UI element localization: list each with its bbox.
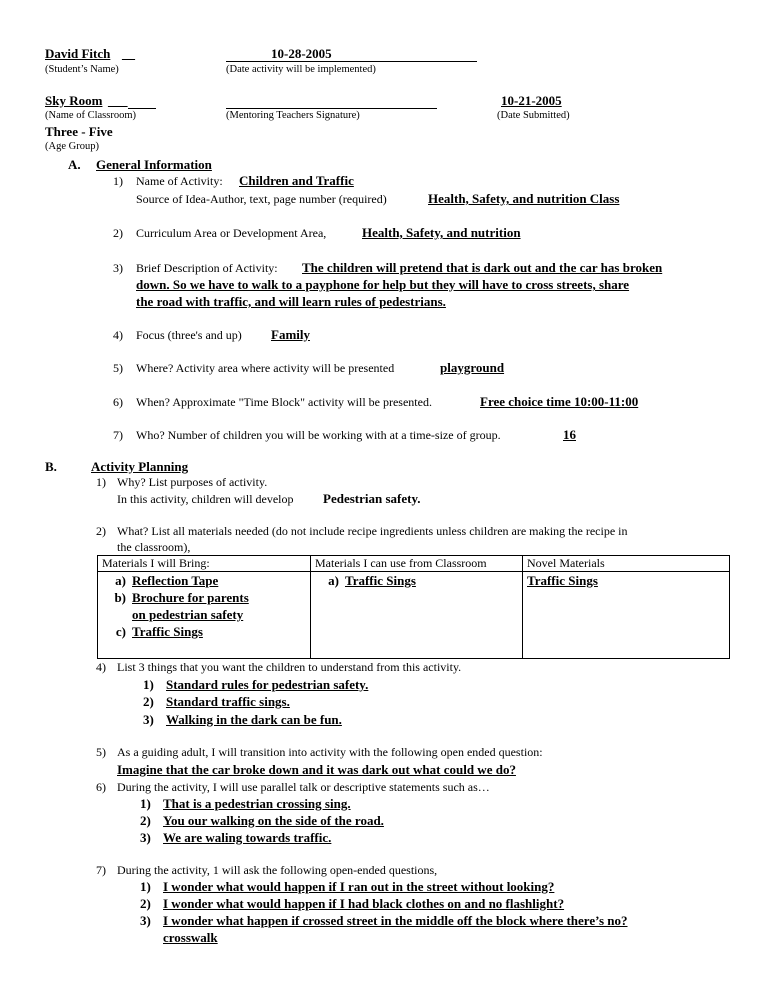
classroom-label: (Name of Classroom) [45,110,136,121]
understand-answer-2: Standard traffic sings. [166,694,290,709]
open-question-1: I wonder what would happen if I ran out in the street without looking? [163,879,555,894]
implementation-date: 10-28-2005 [271,46,332,61]
description-line-1: The children will pretend that is dark out and the car has broken [302,260,663,275]
signature-line [226,108,437,109]
classroom-name: Sky Room [45,93,103,108]
when-value: Free choice time 10:00-11:00 [480,394,639,409]
item-number: 7) [96,863,106,877]
materials-bring-cell [98,572,311,659]
classroom-name-underline: ___ [108,93,128,108]
description-label: Brief Description of Activity: [136,261,278,275]
student-name-underline: __ [122,46,135,61]
activity-name-value: Children and Traffic [239,173,354,188]
item-number: 4) [113,328,123,342]
student-name: David Fitch [45,46,111,61]
item-number: 7) [113,428,123,442]
item-number: 1) [113,174,123,188]
what-label: What? List all materials needed (do not include recipe ingredients unless children are making the recipe in [117,524,628,538]
materials-classroom-header: Materials I can use from Classroom [311,556,523,572]
classroom-line [128,108,156,109]
why-label: Why? List purposes of activity. [117,475,268,489]
parallel-talk-answer-3: We are waling towards traffic. [163,830,332,845]
section-b-letter: B. [45,459,57,474]
section-a-title: General Information [96,157,212,172]
materials-header-row [98,556,730,572]
materials-body-row [98,572,730,659]
student-name-label: (Student’s Name) [45,64,119,75]
activity-name-label: Name of Activity: [136,174,223,188]
item-number: 5) [96,745,106,759]
when-label: When? Approximate "Time Block" activity will be presented. [136,395,432,409]
submitted-date-label: (Date Submitted) [497,110,570,121]
answer-number: 3) [140,830,151,845]
item-number: 2) [113,226,123,240]
source-value: Health, Safety, and nutrition Class [428,191,620,206]
section-a-letter: A. [68,157,81,172]
materials-novel-header: Novel Materials [523,556,730,572]
curriculum-area-value: Health, Safety, and nutrition [362,225,521,240]
implementation-date-line [226,61,477,62]
description-line-2: down. So we have to walk to a payphone for help but they will have to cross streets, share [136,277,630,292]
item-number: 1) [96,475,106,489]
materials-novel-cell [523,572,730,659]
understand-answer-3: Walking in the dark can be fun. [166,712,342,727]
age-group-label: (Age Group) [45,141,99,152]
material-item-continued: on pedestrian safety [132,607,244,622]
item-number: 3) [113,261,123,275]
focus-value: Family [271,327,310,342]
answer-number: 1) [140,796,151,811]
submitted-date: 10-21-2005 [501,93,562,108]
signature-label: (Mentoring Teachers Signature) [226,110,360,121]
material-item: c) Traffic Sings [115,624,203,639]
item-number: 4) [96,660,106,674]
materials-table [97,555,730,659]
parallel-talk-answer-1: That is a pedestrian crossing sing. [163,796,351,811]
material-item: a) Reflection Tape [115,573,219,588]
material-item: a) Traffic Sings [328,573,416,588]
item-number: 5) [113,361,123,375]
material-item: b) Brochure for parents [114,590,249,605]
item-number: 2) [96,524,106,538]
answer-number: 1) [143,677,154,692]
open-question-3: I wonder what happen if crossed street in the middle off the block where there’s no? [163,913,628,928]
item-number: 6) [113,395,123,409]
transition-answer: Imagine that the car broke down and it was dark out what could we do? [117,762,516,777]
materials-bring-header: Materials I will Bring: [98,556,311,572]
answer-number: 2) [143,694,154,709]
curriculum-area-label: Curriculum Area or Development Area, [136,226,327,240]
source-label: Source of Idea-Author, text, page number (required) [136,192,387,206]
where-label: Where? Activity area where activity will be presented [136,361,395,375]
section-b-title: Activity Planning [91,459,189,474]
answer-number: 2) [140,813,151,828]
material-item: Traffic Sings [527,573,598,588]
who-label: Who? Number of children you will be working with at a time-size of group. [136,428,501,442]
transition-label: As a guiding adult, I will transition into activity with the following open ended question: [117,745,543,759]
focus-label: Focus (three's and up) [136,328,242,342]
parallel-talk-label: During the activity, I will use parallel talk or descriptive statements such as… [117,780,490,794]
answer-number: 2) [140,896,151,911]
why-value: Pedestrian safety. [323,491,421,506]
understand-answer-1: Standard rules for pedestrian safety. [166,677,369,692]
materials-classroom-cell [311,572,523,659]
description-line-3: the road with traffic, and will learn rules of pedestrians. [136,294,446,309]
understand-label: List 3 things that you want the children to understand from this activity. [117,660,462,674]
who-value: 16 [563,427,576,442]
implementation-date-label: (Date activity will be implemented) [226,64,376,75]
why-line-2: In this activity, children will develop [117,492,294,506]
answer-number: 3) [140,913,151,928]
where-value: playground [440,360,505,375]
item-number: 6) [96,780,106,794]
age-group: Three - Five [45,124,113,139]
open-question-3-continued: crosswalk [163,930,218,945]
what-label-2: the classroom), [117,540,191,554]
answer-number: 1) [140,879,151,894]
open-questions-label: During the activity, 1 will ask the following open-ended questions, [117,863,438,877]
answer-number: 3) [143,712,154,727]
open-question-2: I wonder what would happen if I had black clothes on and no flashlight? [163,896,565,911]
parallel-talk-answer-2: You our walking on the side of the road. [163,813,384,828]
